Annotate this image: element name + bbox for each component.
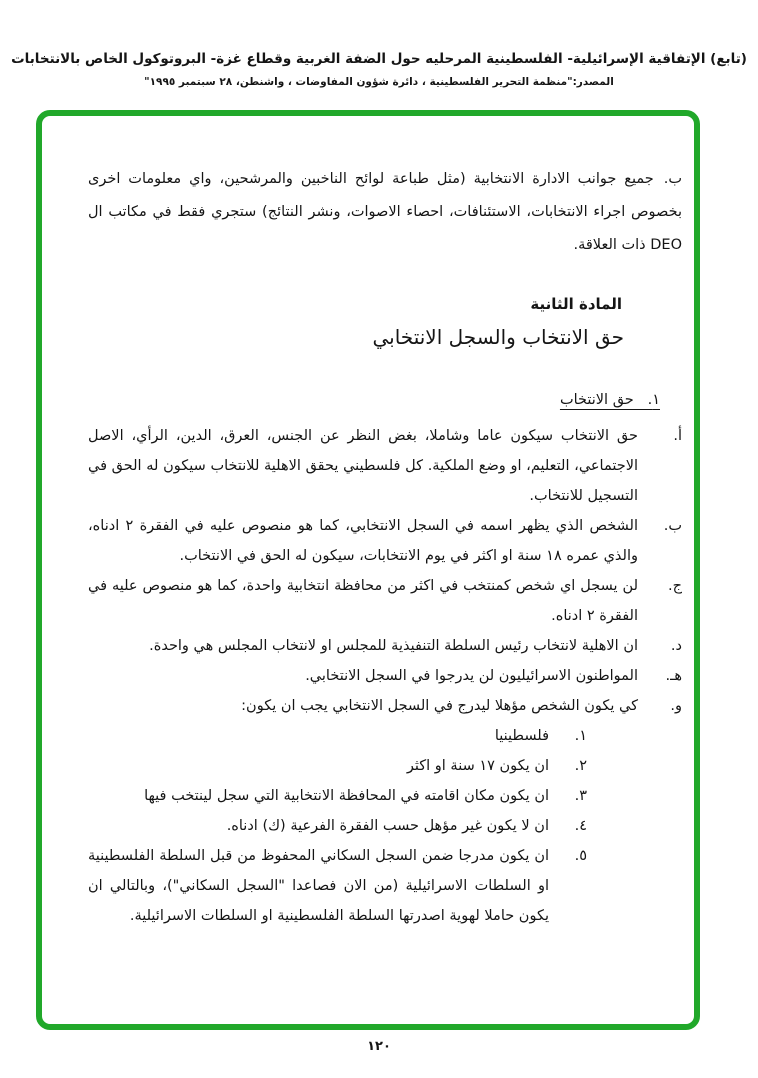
- list-item: [88, 661, 682, 691]
- list-item: [88, 691, 682, 721]
- list-item: [88, 781, 587, 811]
- document-header: [0, 49, 758, 90]
- article-title: المادة الثانية: [530, 295, 622, 313]
- item-text: ان يكون مدرجا ضمن السجل السكاني المحفوظ من قبل السلطة الفلسطينية او السلطات الاسرائيلية (من الان فصاعدا "السجل السكاني")، وبالتالي ان يكون حاملا لهوية اصدرتها السلطة الفلسطينية او السلطات الاسرائيلية.: [88, 848, 549, 924]
- item-marker: أ.: [673, 428, 682, 444]
- item-marker: ١.: [574, 728, 587, 744]
- item-text: المواطنون الاسرائيليون لن يدرجوا في السجل الانتخابي.: [305, 668, 638, 684]
- item-text: حق الانتخاب سيكون عاما وشاملا، بغض النظر عن الجنس، العرق، الدين، الرأي، الاصل الاجتماعي، التعليم، او وضع الملكية. كل فلسطيني يحقق الاهلية للانتخاب سيكون له الحق في التسجيل للانتخاب.: [88, 428, 638, 504]
- item-marker: ٢.: [574, 758, 587, 774]
- item-marker: ٣.: [574, 788, 587, 804]
- lettered-list: [88, 421, 682, 721]
- item-marker: ٤.: [574, 818, 587, 834]
- item-text: ان يكون مكان اقامته في المحافظة الانتخابية التي سجل لينتخب فيها: [144, 788, 549, 804]
- item-marker: ٥.: [574, 848, 587, 864]
- item-text: كي يكون الشخص مؤهلا ليدرج في السجل الانتخابي يجب ان يكون:: [241, 698, 638, 714]
- item-marker: د.: [670, 638, 682, 654]
- list-item: [88, 721, 587, 751]
- item-text: ان يكون ١٧ سنة او اكثر: [406, 758, 549, 774]
- item-text: ان لا يكون غير مؤهل حسب الفقرة الفرعية (ك) ادناه.: [226, 818, 549, 834]
- item-marker: و.: [670, 698, 682, 714]
- item-text: ان الاهلية لانتخاب رئيس السلطة التنفيذية للمجلس او لانتخاب المجلس هي واحدة.: [149, 638, 638, 654]
- document-source-line: المصدر:"منظمة التحرير الفلسطينية ، دائرة شؤون المفاوضات ، واشنطن، ٢٨ سبتمبر ١٩٩٥": [144, 76, 614, 88]
- list-item: [88, 511, 682, 571]
- paragraph-text: جميع جوانب الادارة الانتخابية (مثل طباعة لوائح الناخبين والمرشحين، واي معلومات اخرى بخصوص اجراء الانتخابات، الاستئنافات، احصاء الاصوات، ونشر النتائج) ستجري فقط في مكاتب ال DEO ذات العلاقة.: [88, 171, 682, 253]
- item-marker: ب.: [663, 518, 682, 534]
- page-number: ١٢٠: [367, 1039, 391, 1054]
- article-subtitle: حق الانتخاب والسجل الانتخابي: [372, 325, 624, 349]
- list-item: [88, 811, 587, 841]
- list-item: [88, 571, 682, 631]
- section-heading: ١. حق الانتخاب: [559, 392, 660, 408]
- item-text: فلسطينيا: [494, 728, 549, 744]
- list-item: [88, 631, 682, 661]
- intro-paragraph: [88, 163, 682, 262]
- item-text: لن يسجل اي شخص كمنتخب في اكثر من محافظة انتخابية واحدة، كما هو منصوص عليه في الفقرة ٢ ادناه.: [88, 578, 638, 624]
- item-marker: هـ.: [665, 668, 682, 684]
- numbered-list: [88, 721, 587, 931]
- paragraph-marker: ب.: [663, 171, 682, 187]
- document-body: [88, 163, 682, 931]
- list-item: [88, 841, 587, 931]
- item-marker: ج.: [668, 578, 682, 594]
- list-item: [88, 421, 682, 511]
- document-title: (تابع) الإتفاقية الإسرائيلية- الفلسطينية المرحليه حول الضفة الغربية وقطاع غزة- البروتوكول الخاص بالانتخابات: [11, 51, 747, 67]
- item-text: الشخص الذي يظهر اسمه في السجل الانتخابي، كما هو منصوص عليه في الفقرة ٢ ادناه، والذي عمره ١٨ سنة او اكثر في يوم الانتخابات، سيكون له الحق في الانتخاب.: [88, 518, 638, 564]
- list-item: [88, 751, 587, 781]
